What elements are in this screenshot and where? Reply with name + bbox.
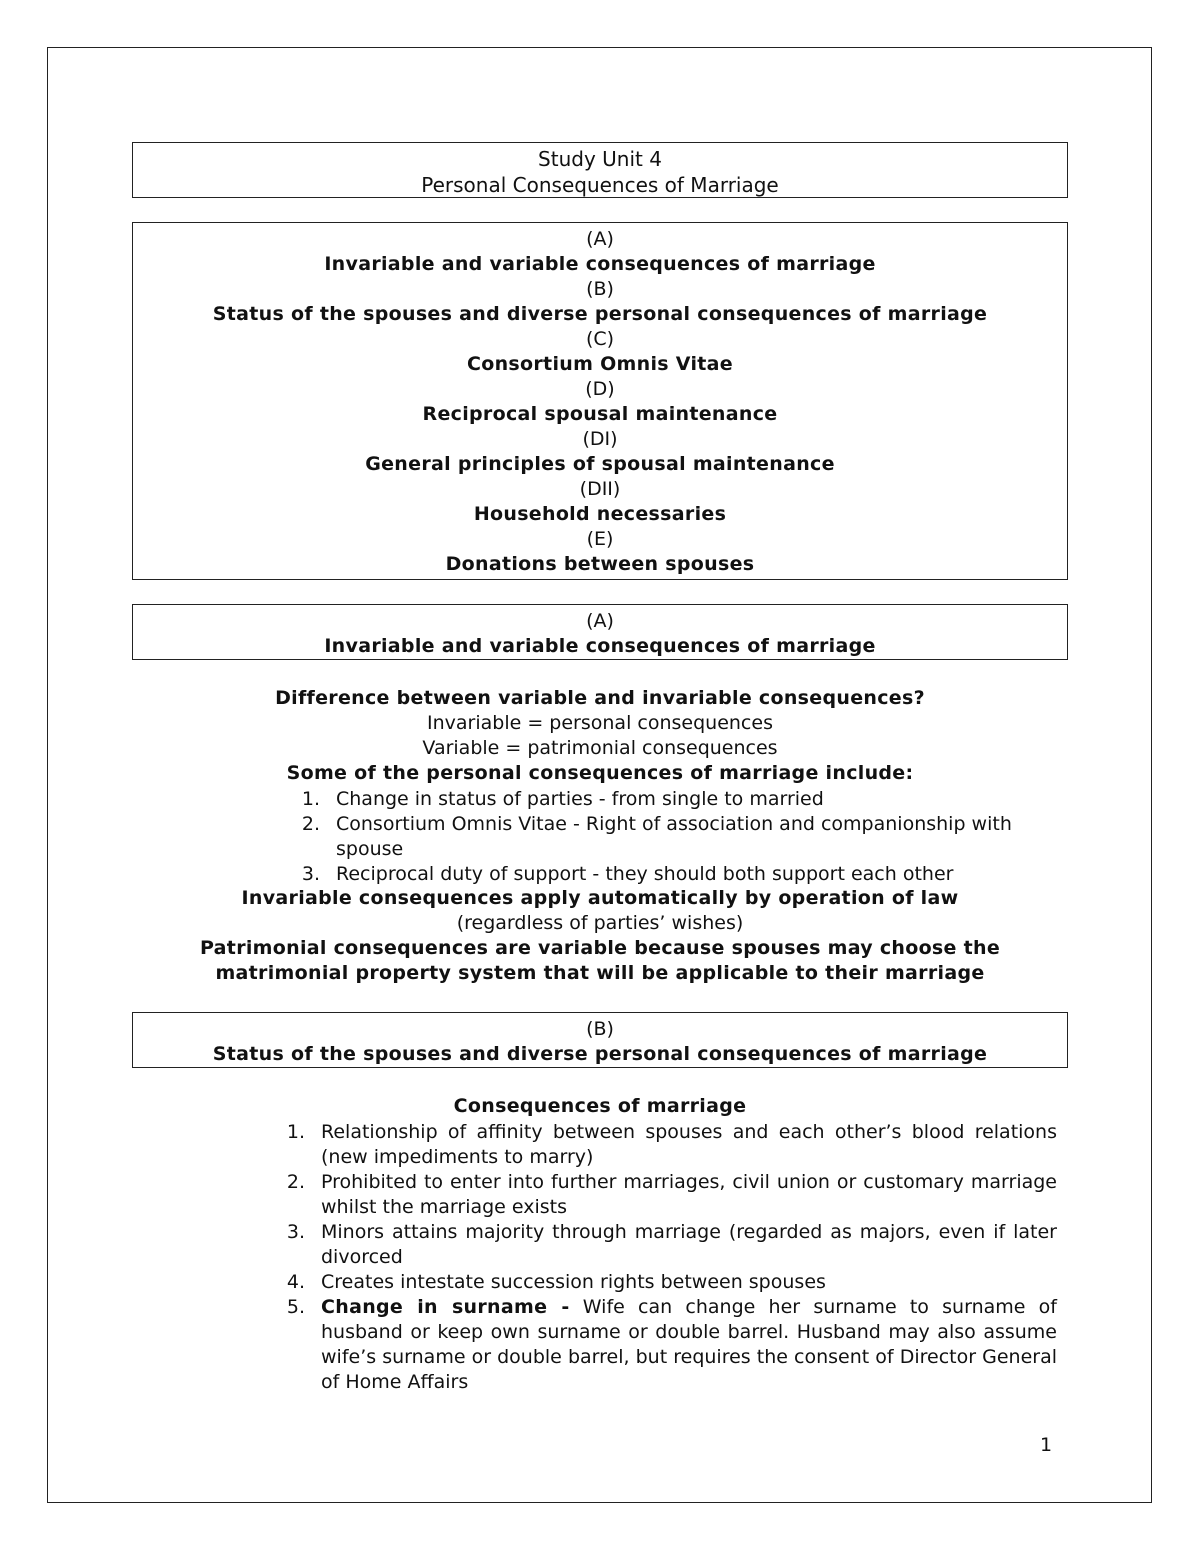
list-item-text: Wife can change her surname to surname of husband or keep own surname or double barrel. Husband may also assume wife’s surname or double barrel, but requires the consent of Director General of Home Affairs [321,1296,1057,1393]
list-number: 4. [286,1271,305,1293]
section-a-title: Invariable and variable consequences of marriage [324,635,876,657]
list-number: 2. [301,813,320,835]
toc-title: Status of the spouses and diverse personal consequences of marriage [212,303,988,325]
automatic-note: (regardless of parties’ wishes) [456,912,744,934]
section-a-code: (A) [586,610,614,632]
list-item-text: Consortium Omnis Vitae - Right of association and companionship with spouse [336,813,1012,860]
toc-title: Consortium Omnis Vitae [467,353,733,375]
list-item-text: Change in status of parties - from single to married [336,788,824,810]
list-number: 3. [301,863,320,885]
list-item [286,1270,1057,1295]
list-item [286,1220,1057,1270]
variable-definition: Variable = patrimonial consequences [422,737,778,759]
page-number: 1 [1040,1434,1053,1456]
section-a-conclusion [132,886,1068,986]
difference-question: Difference between variable and invariable consequences? [275,687,925,709]
patrimonial-line: Patrimonial consequences are variable because spouses may choose the [199,937,1001,959]
toc-code: (DI) [582,428,618,450]
list-number: 5. [286,1296,305,1318]
section-b-code: (B) [586,1018,614,1040]
invariable-definition: Invariable = personal consequences [427,712,773,734]
list-item [301,862,1058,887]
section-b-heading-box [132,1012,1068,1068]
list-item-text: Relationship of affinity between spouses and each other’s blood relations (new impediments to marry) [321,1121,1057,1168]
list-item [301,812,1058,862]
list-number: 3. [286,1221,305,1243]
list-item [286,1295,1057,1395]
toc-title: Reciprocal spousal maintenance [422,403,778,425]
list-number: 2. [286,1171,305,1193]
list-item-text: Reciprocal duty of support - they should both support each other [336,863,954,885]
toc-title: Household necessaries [473,503,727,525]
automatic-heading: Invariable consequences apply automatically by operation of law [241,887,959,909]
list-item-text: Prohibited to enter into further marriages, civil union or customary marriage whilst the marriage exists [321,1171,1057,1218]
personal-consequences-list [301,787,1058,887]
toc-title: Invariable and variable consequences of marriage [324,253,876,275]
surname-change-label: Change in surname - [321,1296,570,1318]
title-box [132,142,1068,198]
section-a-body [132,686,1068,786]
toc-code: (B) [586,278,614,300]
list-number: 1. [301,788,320,810]
toc-code: (D) [585,378,615,400]
toc-code: (E) [586,528,614,550]
list-item [301,787,1058,812]
list-item [286,1170,1057,1220]
personal-consequences-heading: Some of the personal consequences of marriage include: [286,762,914,784]
page-title: Personal Consequences of Marriage [421,173,779,197]
toc-code: (DII) [579,478,621,500]
patrimonial-line: matrimonial property system that will be applicable to their marriage [215,962,985,984]
consequences-heading: Consequences of marriage [453,1095,747,1117]
list-item [286,1120,1057,1170]
contents-box [132,222,1068,580]
consequences-list [286,1120,1057,1395]
study-unit-label: Study Unit 4 [538,147,662,171]
toc-code: (A) [586,228,614,250]
toc-title: Donations between spouses [445,553,755,575]
section-b-title: Status of the spouses and diverse personal consequences of marriage [212,1043,988,1065]
list-item-text: Minors attains majority through marriage (regarded as majors, even if later divorced [321,1221,1057,1268]
section-a-heading-box [132,604,1068,660]
toc-title: General principles of spousal maintenance [365,453,835,475]
list-number: 1. [286,1121,305,1143]
toc-code: (C) [585,328,615,350]
list-item-text: Creates intestate succession rights between spouses [321,1271,826,1293]
